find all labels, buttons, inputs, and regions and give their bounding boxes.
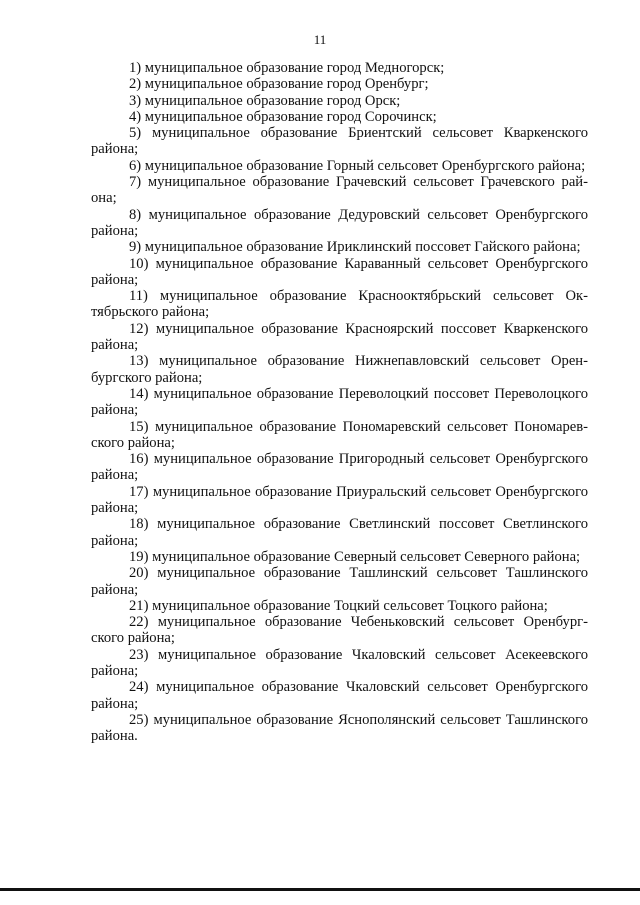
list-item: 8) муниципальное образование Дедуровский сельсовет Оренбургского района; [91, 206, 588, 239]
list-item: 15) муниципальное образование Пономаревский сельсовет Пономаревского района; [91, 418, 588, 451]
list-item: 23) муниципальное образование Чкаловский сельсовет Асекеевского района; [91, 646, 588, 679]
list-item: 17) муниципальное образование Приуральский сельсовет Оренбургского района; [91, 483, 588, 517]
page-number: 11 [313, 32, 327, 47]
list-item: 12) муниципальное образование Красноярский поссовет Кваркенского района; [91, 320, 588, 354]
list-item: 18) муниципальное образование Светлинский поссовет Светлинского района; [91, 516, 588, 549]
list-item: 13) муниципальное образование Нижнепавловский сельсовет Оренбургского района; [91, 353, 588, 386]
list-item: 10) муниципальное образование Караванный сельсовет Оренбургского района; [91, 255, 588, 288]
bottom-rule [0, 888, 640, 891]
list-item: 22) муниципальное образование Чебеньковский сельсовет Оренбургского района; [91, 614, 588, 647]
list-item: 25) муниципальное образование Яснополянский сельсовет Ташлинского района. [91, 711, 588, 745]
list-item: 24) муниципальное образование Чкаловский сельсовет Оренбургского района; [91, 679, 588, 712]
list-item: 19) муниципальное образование Северный сельсовет Северного района; [129, 548, 581, 565]
list-item: 1) муниципальное образование город Медногорск; [129, 60, 445, 76]
list-item: 11) муниципальное образование Краснооктябрьский сельсовет Октябрьского района; [91, 288, 588, 321]
municipality-list [91, 60, 588, 744]
list-item: 4) муниципальное образование город Сорочинск; [129, 108, 437, 125]
list-item: 2) муниципальное образование город Оренбург; [129, 76, 429, 93]
list-item: 5) муниципальное образование Бриентский сельсовет Кваркенского района; [91, 125, 588, 158]
list-item: 9) муниципальное образование Ириклинский поссовет Гайского района; [129, 239, 581, 256]
list-item: 16) муниципальное образование Пригородный сельсовет Оренбургского района; [91, 451, 588, 484]
list-item: 21) муниципальное образование Тоцкий сельсовет Тоцкого района; [129, 597, 548, 614]
list-item: 3) муниципальное образование город Орск; [129, 92, 401, 109]
list-item: 6) муниципальное образование Горный сельсовет Оренбургского района; [129, 157, 586, 174]
list-item: 14) муниципальное образование Переволоцкий поссовет Переволоцкого района; [91, 385, 588, 419]
list-item: 20) муниципальное образование Ташлинский сельсовет Ташлинского района; [91, 565, 588, 598]
list-item: 7) муниципальное образование Грачевский сельсовет Грачевского района; [91, 174, 588, 207]
